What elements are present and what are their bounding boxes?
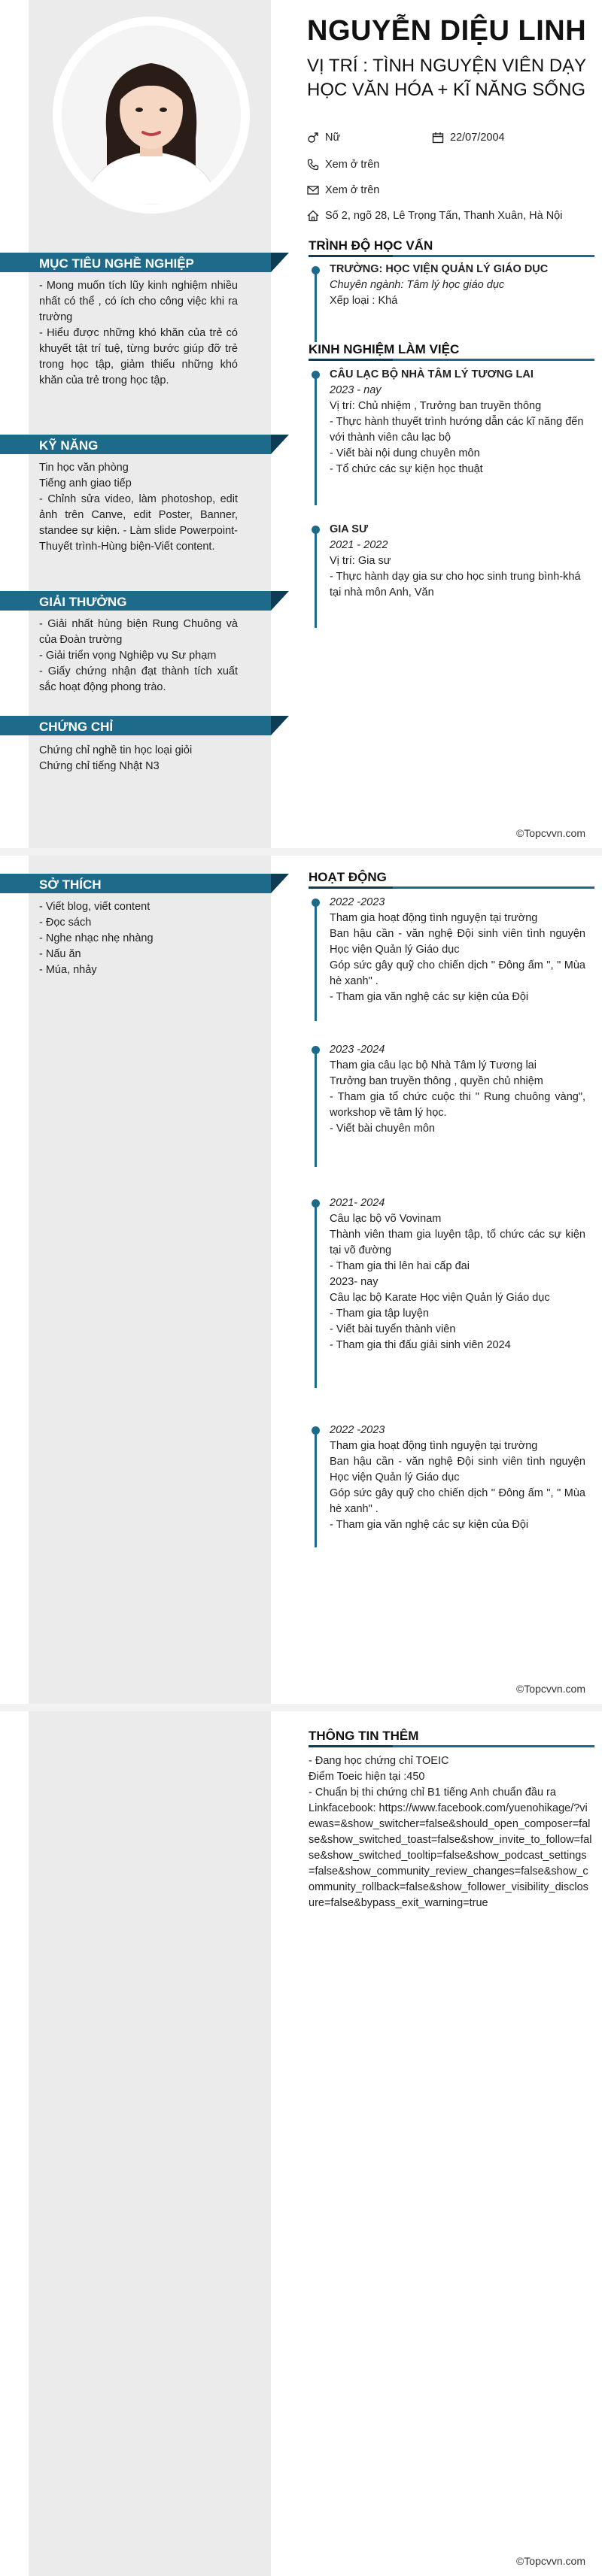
home-icon bbox=[307, 210, 319, 222]
extra-info-heading: THÔNG TIN THÊM bbox=[309, 1726, 594, 1747]
avatar bbox=[53, 17, 250, 214]
left-column-bg bbox=[29, 1711, 271, 2576]
left-column-bg bbox=[29, 856, 271, 1704]
address-info bbox=[307, 208, 593, 223]
hobbies-text: - Viết blog, viết content - Đọc sách - Nghe nhạc nhẹ nhàng - Nấu ăn - Múa, nhảy bbox=[39, 901, 154, 976]
extra-info-text: - Đang học chứng chỉ TOEIC Điểm Toeic hiện tại :450 - Chuẩn bị thi chứng chỉ B1 tiếng Anh chuẩn đầu ra Linkfacebook: https://www.facebook.com/yuenohikage/?viewas=&show_switcher=false&should_open_composer=false&show_switched_toast=false&show_invite_to_follow=false&show_switched_tooltip=false&show_podcast_settings=false&show_community_review_changes=false&show_community_rollback=false&show_follower_visibility_disclosure=false&bypass_exit_warning=true bbox=[309, 1753, 593, 1911]
gender-info bbox=[307, 130, 427, 145]
page-footer: ©Topcvvn.com bbox=[515, 2555, 585, 2567]
experience-dot-1 bbox=[312, 371, 320, 379]
job-position: VỊ TRÍ : TÌNH NGUYỆN VIÊN DẠY HỌC VĂN HÓA + KĨ NĂNG SỐNG bbox=[307, 56, 586, 100]
phone-icon bbox=[307, 159, 319, 171]
education-text: TRƯỜNG: HỌC VIỆN QUẢN LÝ GIÁO DỤC Chuyên ngành: Tâm lý học giáo dục Xếp loại : Khá bbox=[330, 263, 549, 307]
page-footer: ©Topcvvn.com bbox=[515, 1683, 585, 1695]
awards-heading: GIẢI THƯỞNG bbox=[0, 591, 289, 611]
experience-item-2: GIA SƯ 2021 - 2022 Vị trí: Gia sư - Thực hành dạy gia sư cho học sinh trung bình-khá tại nhà môn Anh, Văn bbox=[330, 523, 581, 599]
hobbies-heading: SỞ THÍCH bbox=[0, 874, 289, 893]
education-timeline bbox=[315, 267, 317, 342]
activity-timeline-2 bbox=[315, 1047, 317, 1167]
certificates-heading: CHỨNG CHỈ bbox=[0, 716, 289, 735]
education-dot bbox=[312, 266, 320, 274]
activity-timeline-3 bbox=[315, 1200, 317, 1388]
email-value: Xem ở trên bbox=[325, 184, 380, 196]
activity-item-2: 2023 -2024 Tham gia câu lạc bộ Nhà Tâm lý Tương lai Trưởng ban truyền thông , quyền chủ nhiệm - Tham gia tổ chức cuộc thi " Rung chuông vàng", workshop về tâm lý học. - Viết bài chuyên môn bbox=[330, 1044, 585, 1135]
experience-heading: KINH NGHIỆM LÀM VIỆC bbox=[309, 340, 594, 361]
activity-item-3: 2021- 2024 Câu lạc bộ võ Vovinam Thành viên tham gia luyện tập, tổ chức các sự kiện tại võ đường - Tham gia thi lên hai cấp đai 2023- nay Câu lạc bộ Karate Học viện Quản lý Giáo dục - Tham gia tập luyện - Viết bài tuyển thành viên - Tham gia thi đấu giải sinh viên 2024 bbox=[330, 1197, 585, 1351]
education-heading: TRÌNH ĐỘ HỌC VẤN bbox=[309, 236, 594, 257]
address-value: Số 2, ngõ 28, Lê Trọng Tấn, Thanh Xuân, Hà Nội bbox=[325, 210, 563, 222]
activity-dot-4 bbox=[312, 1426, 320, 1435]
dob-value: 22/07/2004 bbox=[450, 132, 505, 144]
activity-dot-2 bbox=[312, 1046, 320, 1054]
activity-item-1: 2022 -2023 Tham gia hoạt động tình nguyện tại trường Ban hậu cần - văn nghệ Đội sinh viên tình nguyện Học viện Quản lý Giáo dục Góp sức gây quỹ cho chiến dịch " Đông ấm ", " Mùa hè xanh" . - Tham gia văn nghệ các sự kiện của Đội bbox=[330, 896, 585, 1003]
experience-item-1: CÂU LẠC BỘ NHÀ TÂM LÝ TƯƠNG LAI 2023 - nay Vị trí: Chủ nhiệm , Trưởng ban truyền thông - Thực hành thuyết trình hướng dẫn các kĩ năng đến với thành viên câu lạc bộ - Viết bài nội dung chuyên môn - Tổ chức các sự kiện học thuật bbox=[330, 368, 584, 475]
avatar-photo bbox=[62, 26, 241, 205]
page-1 bbox=[0, 0, 602, 848]
activity-timeline-1 bbox=[315, 899, 317, 1021]
experience-timeline-1 bbox=[315, 371, 317, 505]
phone-value: Xem ở trên bbox=[325, 159, 380, 171]
certificates-text: Chứng chỉ nghề tin học loại giỏi Chứng chỉ tiếng Nhật N3 bbox=[39, 744, 193, 772]
gender-icon bbox=[307, 132, 319, 144]
activity-dot-1 bbox=[312, 899, 320, 907]
activity-dot-3 bbox=[312, 1199, 320, 1208]
facebook-link[interactable]: Linkfacebook: https://www.facebook.com/yuenohikage/?viewas=&show_switcher=false&should_open_composer=false&show_switched_toast=false&show_invite_to_follow=false&show_switched_tooltip=false&show_podcast_settings=false&show_community_review_changes=false&show_community_rollback=false&show_follower_visibility_disclosure=false&bypass_exit_warning=true bbox=[309, 1802, 592, 1909]
gender-value: Nữ bbox=[325, 132, 341, 144]
envelope-icon bbox=[307, 184, 319, 196]
portrait-icon bbox=[62, 26, 241, 205]
email-info bbox=[307, 183, 578, 198]
activity-timeline-4 bbox=[315, 1427, 317, 1547]
candidate-name: NGUYỄN DIỆU LINH bbox=[307, 15, 587, 47]
activity-item-4: 2022 -2023 Tham gia hoạt động tình nguyện tại trường Ban hậu cần - văn nghệ Đội sinh viên tình nguyện Học viện Quản lý Giáo dục Góp sức gây quỹ cho chiến dịch " Đông ấm ", " Mùa hè xanh" . - Tham gia văn nghệ các sự kiện của Đội bbox=[330, 1424, 585, 1531]
objective-text: - Mong muốn tích lũy kinh nghiệm nhiều nhất có thể , có ích cho công việc khi ra trường - Hiểu được những khó khăn của trẻ có khuyết tật trí tuệ, từng bước giúp đỡ trẻ trong học tập, giảm thiểu những khó khăn của trẻ trong học tập. bbox=[39, 280, 238, 386]
calendar-icon bbox=[432, 132, 444, 144]
phone-info bbox=[307, 157, 578, 172]
skills-heading: KỸ NĂNG bbox=[0, 435, 289, 454]
page-footer: ©Topcvvn.com bbox=[515, 827, 585, 839]
page-2 bbox=[0, 856, 602, 1704]
awards-text: - Giải nhất hùng biện Rung Chuông và của Đoàn trường - Giải triển vọng Nghiệp vụ Sư phạm - Giấy chứng nhận đạt thành tích xuất sắc hoạt động phong trào. bbox=[39, 618, 238, 693]
skills-text: Tin học văn phòng Tiếng anh giao tiếp - Chỉnh sửa video, làm photoshop, edit ảnh trên Canve, edit Poster, Banner, standee sự kiện. - Làm slide Powerpoint- Thuyết trình-Hùng biện-Viết content. bbox=[39, 462, 238, 553]
experience-timeline-2 bbox=[315, 526, 317, 628]
page-3 bbox=[0, 1711, 602, 2576]
activities-heading: HOẠT ĐỘNG bbox=[309, 868, 594, 889]
objective-heading: MỤC TIÊU NGHỀ NGHIỆP bbox=[0, 253, 289, 272]
experience-dot-2 bbox=[312, 526, 320, 534]
dob-info bbox=[432, 130, 582, 145]
